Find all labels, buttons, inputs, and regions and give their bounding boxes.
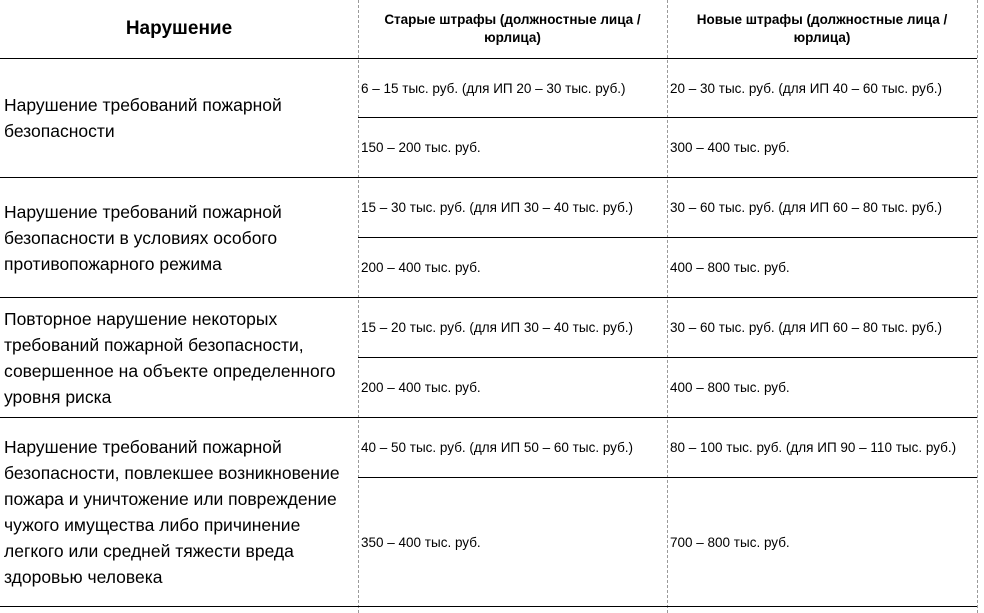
column-divider [977,0,978,613]
new-fine-cell: 30 – 60 тыс. руб. (для ИП 60 – 80 тыс. руб.) [670,320,943,335]
new-fine-cell: 700 – 800 тыс. руб. [670,534,790,550]
new-fine-cell: 20 – 30 тыс. руб. (для ИП 40 – 60 тыс. руб.) [670,80,943,96]
old-fine-cell: 15 – 20 тыс. руб. (для ИП 30 – 40 тыс. руб.) [361,320,634,335]
old-fine-cell: 200 – 400 тыс. руб. [361,380,481,395]
old-fine-cell: 350 – 400 тыс. руб. [361,534,481,550]
row-divider [0,606,977,607]
header-old-fines: Старые штрафы (должностные лица / юрлица) [384,12,641,45]
violation-cell: Повторное нарушение некоторых требований пожарной безопасности, совершенное на объекте определенного уровня риска [4,308,336,407]
new-fine-cell: 400 – 800 тыс. руб. [670,260,790,275]
new-fine-cell: 300 – 400 тыс. руб. [670,140,790,155]
new-fine-cell: 30 – 60 тыс. руб. (для ИП 60 – 80 тыс. руб.) [670,200,943,215]
violation-cell: Нарушение требований пожарной безопасности, повлекшее возникновение пожара и уничтожение или повреждение чужого имущества либо причинение легкого или средней тяжести вреда здоровью человека [4,437,340,587]
new-fine-cell: 400 – 800 тыс. руб. [670,380,790,395]
old-fine-cell: 15 – 30 тыс. руб. (для ИП 30 – 40 тыс. руб.) [361,200,634,215]
violation-cell: Нарушение требований пожарной безопасности [4,95,282,141]
old-fine-cell: 40 – 50 тыс. руб. (для ИП 50 – 60 тыс. руб.) [361,440,634,455]
header-violation: Нарушение [125,18,233,39]
old-fine-cell: 200 – 400 тыс. руб. [361,260,481,275]
header-new-fines: Новые штрафы (должностные лица / юрлица) [696,12,948,45]
new-fine-cell: 80 – 100 тыс. руб. (для ИП 90 – 110 тыс. руб.) [670,440,957,455]
old-fine-cell: 150 – 200 тыс. руб. [361,140,481,155]
old-fine-cell: 6 – 15 тыс. руб. (для ИП 20 – 30 тыс. руб.) [361,80,626,96]
violation-cell: Нарушение требований пожарной безопасности в условиях особого противопожарного режима [4,201,282,274]
